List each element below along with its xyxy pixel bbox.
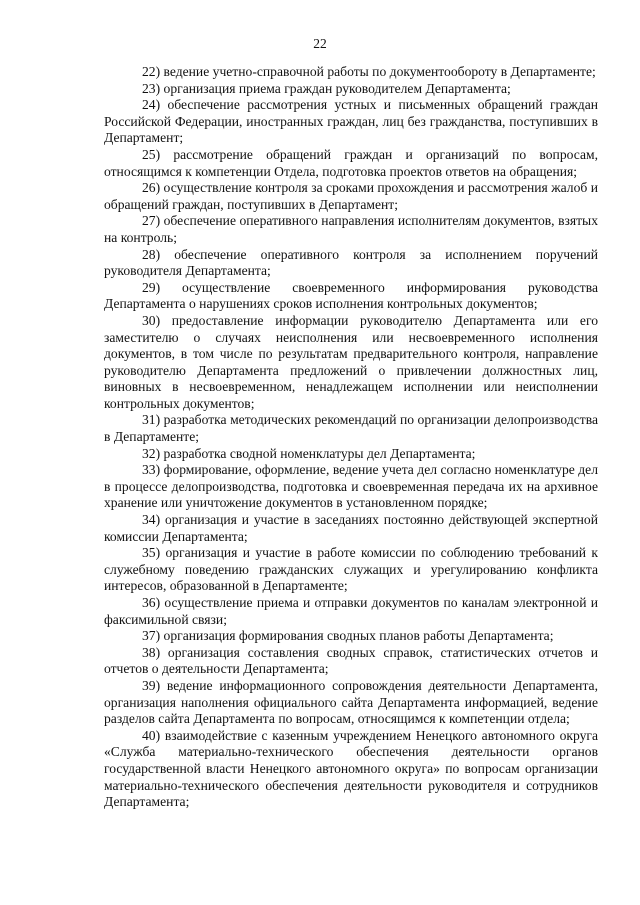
list-item: 25) рассмотрение обращений граждан и организаций по вопросам, относящимся к компетенции Отдела, подготовка проектов ответов на обращения; — [104, 146, 598, 179]
document-body — [104, 64, 598, 811]
list-item: 27) обеспечение оперативного направления исполнителям документов, взятых на контроль; — [104, 213, 598, 245]
list-item: 36) осуществление приема и отправки документов по каналам электронной и факсимильной связи; — [104, 595, 598, 627]
list-item: 40) взаимодействие с казенным учреждением Ненецкого автономного округа «Служба материально-технического обеспечения деятельности органов государственной власти Ненецкого автономного округа» по вопросам организации материально-технического обеспечения деятельности руководителя и сотрудников Департамента; — [104, 727, 598, 810]
list-item: 26) осуществление контроля за сроками прохождения и рассмотрения жалоб и обращений граждан, поступивших в Департамент; — [104, 180, 598, 212]
list-item: 28) обеспечение оперативного контроля за исполнением поручений руководителя Департамента; — [104, 246, 598, 279]
list-item: 34) организация и участие в заседаниях постоянно действующей экспертной комиссии Департамента; — [104, 512, 598, 544]
list-item: 30) предоставление информации руководителю Департамента или его заместителю о случаях неисполнения или несвоевременного исполнения документов, в том числе по результатам предварительного контроля, направление руководителю Департамента предложений о привлечении должностных лиц, виновных в несвоевременном, ненадлежащем исполнении или неисполнении контрольных документов; — [104, 312, 598, 411]
list-item: 39) ведение информационного сопровождения деятельности Департамента, организация наполнения официального сайта Департамента информацией, ведение разделов сайта Департамента по вопросам, относящимся к компетенции отдела; — [104, 677, 598, 727]
list-item: 31) разработка методических рекомендаций по организации делопроизводства в Департаменте; — [104, 412, 598, 445]
list-item: 37) организация формирования сводных планов работы Департамента; — [142, 628, 554, 644]
list-item: 24) обеспечение рассмотрения устных и письменных обращений граждан Российской Федерации, иностранных граждан, лиц без гражданства, поступивших в Департамент; — [104, 97, 598, 146]
list-item: 29) осуществление своевременного информирования руководства Департамента о нарушениях сроков исполнения контрольных документов; — [104, 279, 598, 312]
page-number: 22 — [313, 36, 327, 51]
list-item: 23) организация приема граждан руководителем Департамента; — [142, 80, 511, 96]
list-item: 32) разработка сводной номенклатуры дел Департамента; — [142, 445, 476, 461]
list-item: 33) формирование, оформление, ведение учета дел согласно номенклатуре дел в процессе делопроизводства, подготовка и своевременная передача их на архивное хранение или уничтожение документов в установленном порядке; — [104, 462, 598, 511]
list-item: 38) организация составления сводных справок, статистических отчетов и отчетов о деятельности Департамента; — [104, 644, 598, 677]
list-item: 22) ведение учетно-справочной работы по документообороту в Департаменте; — [142, 64, 596, 79]
list-item: 35) организация и участие в работе комиссии по соблюдению требований к служебному поведению гражданских служащих и урегулированию конфликта интересов, образованной в Департаменте; — [104, 545, 598, 594]
